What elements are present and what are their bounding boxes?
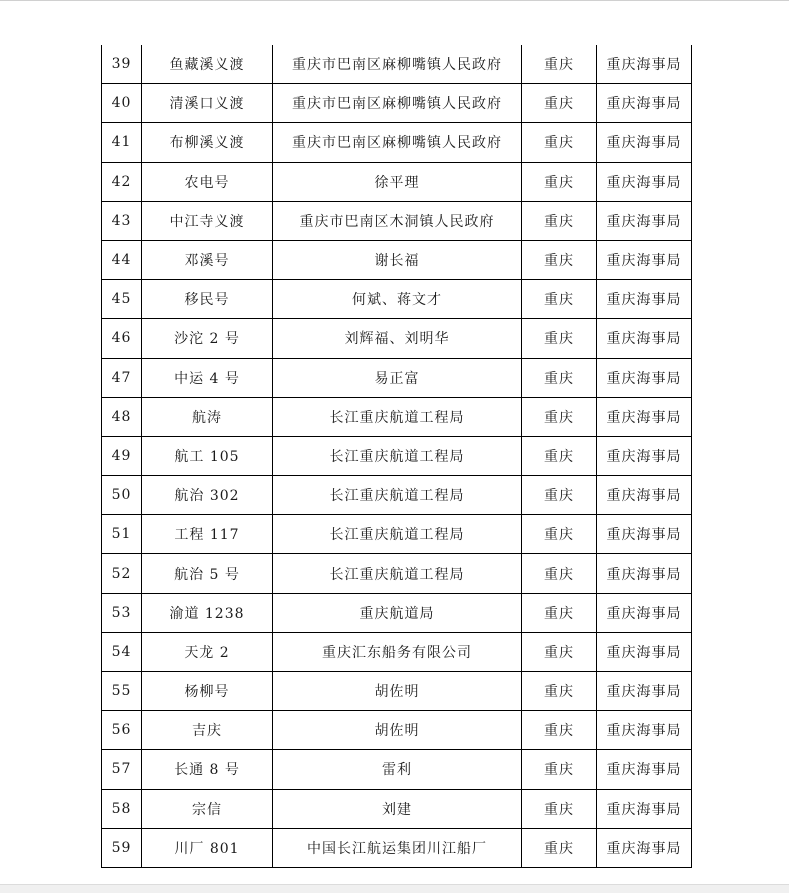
area-cell: 重庆 bbox=[522, 789, 597, 828]
owner-cell: 长江重庆航道工程局 bbox=[273, 436, 522, 475]
table-row bbox=[102, 632, 692, 671]
ship-name-cell: 工程 117 bbox=[142, 515, 273, 554]
area-cell: 重庆 bbox=[522, 515, 597, 554]
authority-cell: 重庆海事局 bbox=[597, 828, 692, 867]
table-row bbox=[102, 397, 692, 436]
row-number-cell: 45 bbox=[102, 280, 142, 319]
table-row bbox=[102, 476, 692, 515]
area-cell: 重庆 bbox=[522, 632, 597, 671]
owner-cell: 刘建 bbox=[273, 789, 522, 828]
table-row bbox=[102, 201, 692, 240]
ship-name-cell: 宗信 bbox=[142, 789, 273, 828]
row-number-cell: 43 bbox=[102, 201, 142, 240]
owner-cell: 易正富 bbox=[273, 358, 522, 397]
ship-name-cell: 航工 105 bbox=[142, 436, 273, 475]
authority-cell: 重庆海事局 bbox=[597, 436, 692, 475]
ship-name-cell: 沙沱 2 号 bbox=[142, 319, 273, 358]
table-row bbox=[102, 358, 692, 397]
owner-cell: 刘辉福、刘明华 bbox=[273, 319, 522, 358]
owner-cell: 长江重庆航道工程局 bbox=[273, 515, 522, 554]
ship-name-cell: 吉庆 bbox=[142, 711, 273, 750]
owner-cell: 重庆市巴南区麻柳嘴镇人民政府 bbox=[273, 84, 522, 123]
table-row bbox=[102, 280, 692, 319]
ship-name-cell: 鱼藏溪义渡 bbox=[142, 45, 273, 84]
area-cell: 重庆 bbox=[522, 828, 597, 867]
row-number-cell: 55 bbox=[102, 672, 142, 711]
authority-cell: 重庆海事局 bbox=[597, 515, 692, 554]
ship-name-cell: 中运 4 号 bbox=[142, 358, 273, 397]
area-cell: 重庆 bbox=[522, 436, 597, 475]
ship-name-cell: 川厂 801 bbox=[142, 828, 273, 867]
area-cell: 重庆 bbox=[522, 84, 597, 123]
owner-cell: 重庆汇东船务有限公司 bbox=[273, 632, 522, 671]
row-number-cell: 50 bbox=[102, 476, 142, 515]
table-row bbox=[102, 123, 692, 162]
table-row bbox=[102, 240, 692, 279]
row-number-cell: 56 bbox=[102, 711, 142, 750]
row-number-cell: 47 bbox=[102, 358, 142, 397]
authority-cell: 重庆海事局 bbox=[597, 123, 692, 162]
authority-cell: 重庆海事局 bbox=[597, 84, 692, 123]
owner-cell: 长江重庆航道工程局 bbox=[273, 397, 522, 436]
owner-cell: 中国长江航运集团川江船厂 bbox=[273, 828, 522, 867]
owner-cell: 雷利 bbox=[273, 750, 522, 789]
row-number-cell: 57 bbox=[102, 750, 142, 789]
table-row bbox=[102, 593, 692, 632]
authority-cell: 重庆海事局 bbox=[597, 397, 692, 436]
owner-cell: 长江重庆航道工程局 bbox=[273, 476, 522, 515]
table-row bbox=[102, 711, 692, 750]
area-cell: 重庆 bbox=[522, 554, 597, 593]
area-cell: 重庆 bbox=[522, 750, 597, 789]
ship-name-cell: 农电号 bbox=[142, 162, 273, 201]
authority-cell: 重庆海事局 bbox=[597, 45, 692, 84]
row-number-cell: 53 bbox=[102, 593, 142, 632]
table-row bbox=[102, 828, 692, 867]
row-number-cell: 58 bbox=[102, 789, 142, 828]
row-number-cell: 49 bbox=[102, 436, 142, 475]
area-cell: 重庆 bbox=[522, 240, 597, 279]
ship-name-cell: 清溪口义渡 bbox=[142, 84, 273, 123]
area-cell: 重庆 bbox=[522, 358, 597, 397]
authority-cell: 重庆海事局 bbox=[597, 319, 692, 358]
ship-name-cell: 邓溪号 bbox=[142, 240, 273, 279]
ship-name-cell: 航治 302 bbox=[142, 476, 273, 515]
table-row bbox=[102, 45, 692, 84]
authority-cell: 重庆海事局 bbox=[597, 554, 692, 593]
area-cell: 重庆 bbox=[522, 711, 597, 750]
authority-cell: 重庆海事局 bbox=[597, 240, 692, 279]
row-number-cell: 41 bbox=[102, 123, 142, 162]
area-cell: 重庆 bbox=[522, 162, 597, 201]
table-row bbox=[102, 436, 692, 475]
ship-name-cell: 布柳溪义渡 bbox=[142, 123, 273, 162]
owner-cell: 胡佐明 bbox=[273, 672, 522, 711]
ship-name-cell: 渝道 1238 bbox=[142, 593, 273, 632]
row-number-cell: 54 bbox=[102, 632, 142, 671]
ship-name-cell: 杨柳号 bbox=[142, 672, 273, 711]
area-cell: 重庆 bbox=[522, 672, 597, 711]
authority-cell: 重庆海事局 bbox=[597, 632, 692, 671]
row-number-cell: 39 bbox=[102, 45, 142, 84]
table-row bbox=[102, 672, 692, 711]
table-row bbox=[102, 789, 692, 828]
owner-cell: 谢长福 bbox=[273, 240, 522, 279]
table-row bbox=[102, 515, 692, 554]
owner-cell: 重庆市巴南区麻柳嘴镇人民政府 bbox=[273, 45, 522, 84]
authority-cell: 重庆海事局 bbox=[597, 672, 692, 711]
owner-cell: 胡佐明 bbox=[273, 711, 522, 750]
area-cell: 重庆 bbox=[522, 319, 597, 358]
authority-cell: 重庆海事局 bbox=[597, 593, 692, 632]
area-cell: 重庆 bbox=[522, 45, 597, 84]
owner-cell: 长江重庆航道工程局 bbox=[273, 554, 522, 593]
ship-name-cell: 中江寺义渡 bbox=[142, 201, 273, 240]
row-number-cell: 59 bbox=[102, 828, 142, 867]
ship-name-cell: 航涛 bbox=[142, 397, 273, 436]
area-cell: 重庆 bbox=[522, 123, 597, 162]
authority-cell: 重庆海事局 bbox=[597, 476, 692, 515]
row-number-cell: 46 bbox=[102, 319, 142, 358]
table-row bbox=[102, 554, 692, 593]
row-number-cell: 42 bbox=[102, 162, 142, 201]
owner-cell: 徐平理 bbox=[273, 162, 522, 201]
authority-cell: 重庆海事局 bbox=[597, 358, 692, 397]
owner-cell: 重庆航道局 bbox=[273, 593, 522, 632]
ship-name-cell: 移民号 bbox=[142, 280, 273, 319]
owner-cell: 何斌、蒋文才 bbox=[273, 280, 522, 319]
ship-name-cell: 天龙 2 bbox=[142, 632, 273, 671]
table-row bbox=[102, 162, 692, 201]
area-cell: 重庆 bbox=[522, 201, 597, 240]
owner-cell: 重庆市巴南区麻柳嘴镇人民政府 bbox=[273, 123, 522, 162]
row-number-cell: 44 bbox=[102, 240, 142, 279]
ship-table-body bbox=[102, 45, 692, 867]
ship-name-cell: 长通 8 号 bbox=[142, 750, 273, 789]
document-page bbox=[101, 45, 692, 868]
table-row bbox=[102, 750, 692, 789]
authority-cell: 重庆海事局 bbox=[597, 711, 692, 750]
ship-table bbox=[101, 45, 692, 868]
authority-cell: 重庆海事局 bbox=[597, 280, 692, 319]
area-cell: 重庆 bbox=[522, 280, 597, 319]
authority-cell: 重庆海事局 bbox=[597, 750, 692, 789]
row-number-cell: 40 bbox=[102, 84, 142, 123]
table-row bbox=[102, 84, 692, 123]
area-cell: 重庆 bbox=[522, 593, 597, 632]
area-cell: 重庆 bbox=[522, 397, 597, 436]
authority-cell: 重庆海事局 bbox=[597, 789, 692, 828]
table-row bbox=[102, 319, 692, 358]
area-cell: 重庆 bbox=[522, 476, 597, 515]
owner-cell: 重庆市巴南区木洞镇人民政府 bbox=[273, 201, 522, 240]
row-number-cell: 48 bbox=[102, 397, 142, 436]
row-number-cell: 52 bbox=[102, 554, 142, 593]
row-number-cell: 51 bbox=[102, 515, 142, 554]
ship-name-cell: 航治 5 号 bbox=[142, 554, 273, 593]
authority-cell: 重庆海事局 bbox=[597, 201, 692, 240]
page-top-border bbox=[0, 0, 789, 1]
authority-cell: 重庆海事局 bbox=[597, 162, 692, 201]
